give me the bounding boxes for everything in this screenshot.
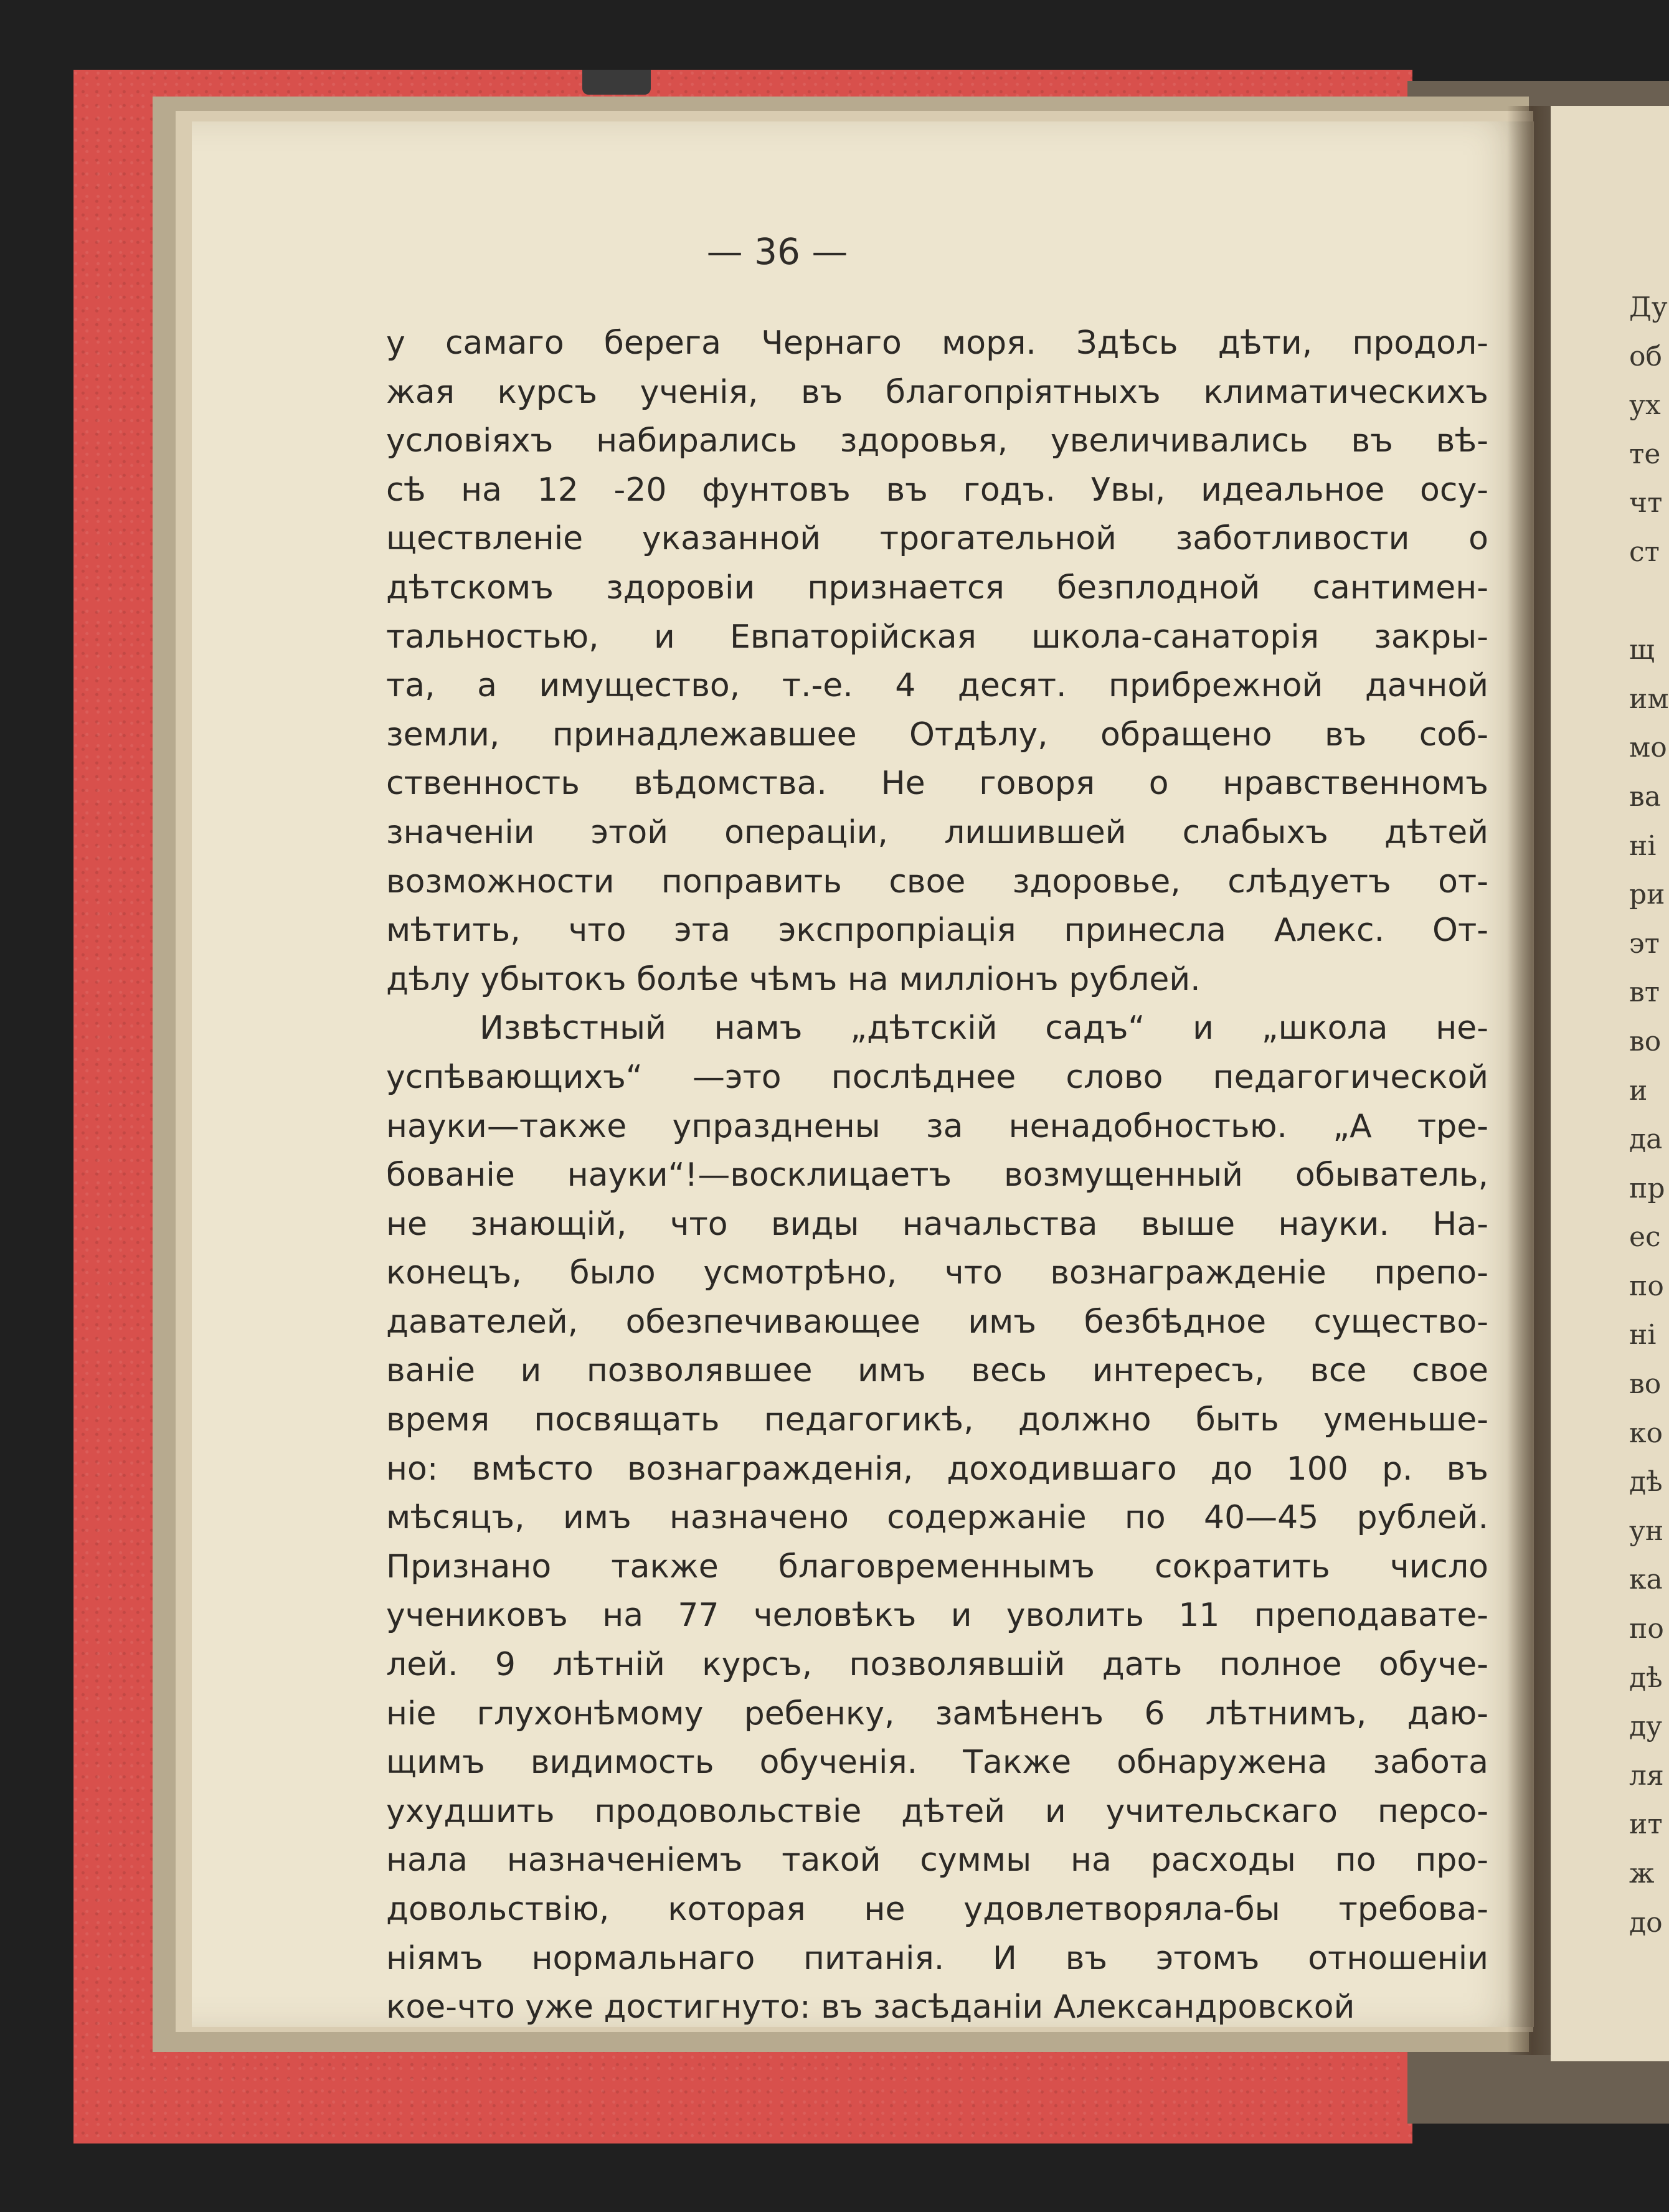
text-line: мѣсяцъ, имъ назначено содержаніе по 40—45 рублей. — [386, 1499, 1488, 1537]
right-page-line: по — [1629, 1270, 1664, 1302]
text-line: кое-что уже достигнуто: въ засѣданіи Александровской — [386, 1988, 1355, 2026]
text-line: тальностью, и Евпаторійская школа-санаторія закры- — [386, 618, 1488, 656]
right-page-line: ва — [1629, 780, 1662, 813]
text-line: не знающій, что виды начальства выше науки. На- — [386, 1205, 1488, 1243]
book-gutter — [1507, 106, 1557, 2055]
text-line: жая курсъ ученія, въ благопріятныхъ климатическихъ — [386, 373, 1488, 411]
text-line: ственность вѣдомства. Не говоря о нравственномъ — [386, 765, 1488, 803]
text-line: Признано также благовременнымъ сократить число — [386, 1548, 1488, 1586]
right-page-line: ст — [1629, 536, 1660, 568]
right-page-line: мо — [1629, 732, 1667, 764]
text-line: дѣтскомъ здоровіи признается безплодной сантимен- — [386, 569, 1488, 607]
right-page-line: ду — [1629, 1711, 1662, 1743]
text-line: нала назначеніемъ такой суммы на расходы по про- — [386, 1841, 1488, 1879]
right-page-line: во — [1629, 1368, 1662, 1401]
text-line: но: вмѣсто вознагражденія, доходившаго до 100 р. въ — [386, 1450, 1488, 1488]
right-page-line: щ — [1629, 634, 1655, 666]
text-line: земли, принадлежавшее Отдѣлу, обращено въ соб- — [386, 716, 1488, 754]
text-line: конецъ, было усмотрѣно, что вознагражденіе препо- — [386, 1254, 1488, 1292]
text-line: успѣвающихъ“ —это послѣднее слово педагогической — [386, 1058, 1488, 1096]
text-line: значеніи этой операціи, лишившей слабыхъ дѣтей — [386, 813, 1488, 851]
right-page-line: ух — [1629, 389, 1661, 422]
right-page-line: дѣ — [1629, 1661, 1663, 1694]
page-body-text — [386, 319, 1488, 2032]
right-page-line: и — [1629, 1074, 1648, 1107]
right-page-line: по — [1629, 1613, 1664, 1645]
right-page-line: ні — [1629, 830, 1657, 862]
text-line: возможности поправить свое здоровье, слѣдуетъ от- — [386, 863, 1488, 900]
right-page-line: Ду — [1629, 291, 1668, 323]
right-page-line: вт — [1629, 976, 1660, 1009]
text-line: давателей, обезпечивающее имъ безбѣдное существо- — [386, 1303, 1488, 1341]
right-page-line: ко — [1629, 1417, 1663, 1449]
text-line: довольствію, которая не удовлетворяла-бы требова- — [386, 1891, 1488, 1928]
right-page-line: ж — [1629, 1858, 1655, 1889]
text-line: ществленіе указанной трогательной заботливости о — [386, 520, 1488, 558]
right-page-line: ні — [1629, 1319, 1657, 1351]
text-line: дѣлу убытокъ болѣе чѣмъ на милліонъ рублей. — [386, 960, 1201, 998]
right-page-line: ит — [1629, 1808, 1663, 1841]
right-page-fragment — [1551, 106, 1669, 2061]
text-line: ніе глухонѣмому ребенку, замѣненъ 6 лѣтнимъ, даю- — [386, 1694, 1488, 1732]
text-line: лей. 9 лѣтній курсъ, позволявшій дать полное обуче- — [386, 1646, 1488, 1684]
right-page-line: им — [1629, 683, 1669, 715]
right-page-line: те — [1629, 438, 1661, 470]
right-page-line: ун — [1629, 1515, 1664, 1547]
text-line: сѣ на 12 -20 фунтовъ въ годъ. Увы, идеальное осу- — [386, 471, 1488, 509]
text-line: ніямъ нормальнаго питанія. И въ этомъ отношеніи — [386, 1939, 1488, 1977]
right-page-lines — [1551, 283, 1669, 1947]
text-line: мѣтить, что эта экспропріація принесла Алекс. От- — [386, 912, 1488, 950]
right-page-line: ес — [1629, 1221, 1661, 1254]
text-line: у самаго берега Чернаго моря. Здѣсь дѣти, продол- — [386, 324, 1488, 362]
text-line: ухудшить продовольствіе дѣтей и учительскаго персо- — [386, 1792, 1488, 1830]
page-number: — 36 — — [706, 230, 848, 273]
right-page-line: эт — [1629, 927, 1660, 960]
right-page-line: до — [1629, 1906, 1663, 1939]
right-page-line: во — [1629, 1025, 1662, 1057]
text-line: ваніе и позволявшее имъ весь интересъ, все свое — [386, 1352, 1488, 1390]
right-page-line: чт — [1629, 487, 1663, 519]
right-page-line: ри — [1629, 879, 1665, 911]
right-page-line: ля — [1629, 1759, 1664, 1792]
text-line: науки—также упразднены за ненадобностью. „А тре- — [386, 1107, 1488, 1145]
right-page-line: да — [1629, 1123, 1663, 1156]
text-line: условіяхъ набирались здоровья, увеличивались въ вѣ- — [386, 422, 1488, 460]
cover-clasp — [582, 70, 651, 95]
right-page-line — [1551, 577, 1669, 626]
text-line: та, а имущество, т.-е. 4 десят. прибрежной дачной — [386, 667, 1488, 705]
text-line: время посвящать педагогикѣ, должно быть уменьше- — [386, 1401, 1488, 1439]
right-page-line: ка — [1629, 1564, 1663, 1596]
text-line: бованіе науки“!—восклицаетъ возмущенный обыватель, — [386, 1156, 1488, 1194]
right-page-line: об — [1629, 340, 1662, 372]
text-line: учениковъ на 77 человѣкъ и уволить 11 преподавате- — [386, 1597, 1488, 1635]
text-line: Извѣстный намъ „дѣтскій садъ“ и „школа не- — [480, 1009, 1488, 1047]
text-line: щимъ видимость обученія. Также обнаружена забота — [386, 1744, 1488, 1782]
right-page-line: дѣ — [1629, 1466, 1663, 1498]
right-page-line: пр — [1629, 1172, 1665, 1204]
